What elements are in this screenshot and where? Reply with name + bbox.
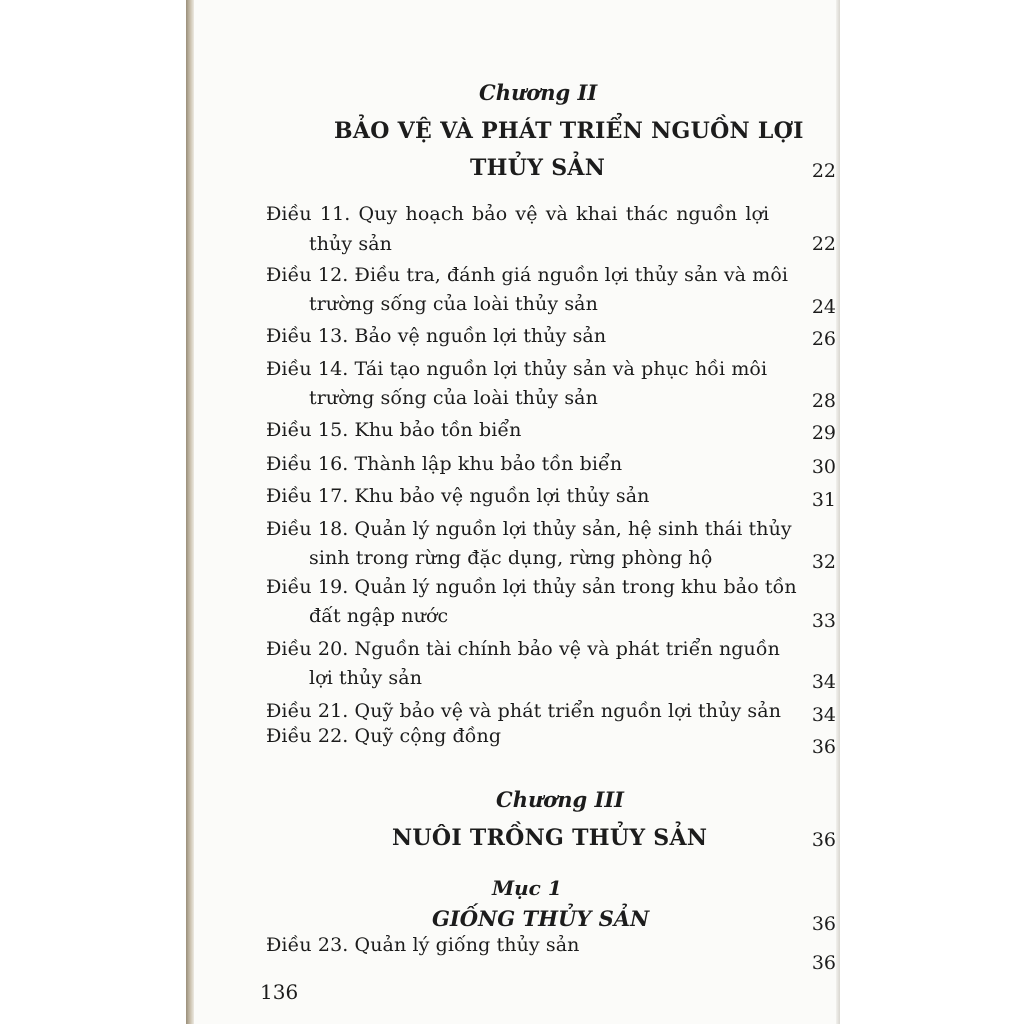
chapter-2-page: 22 [811,160,836,182]
toc-entry-title: Điều 21. Quỹ bảo vệ và phát triển nguồn lợi thủy sản [266,700,782,722]
chapter-3-title: NUÔI TRỒNG THỦY SẢN [392,825,708,851]
chapter-2-title-line2: THỦY SẢN [470,155,606,181]
toc-entry-continuation: lợi thủy sản [309,667,423,689]
page-number: 136 [260,980,299,1004]
toc-entry-page: 34 [811,671,836,693]
book-spine [186,0,194,1024]
toc-entry-continuation: thủy sản [309,233,392,255]
toc-entry-page: 28 [811,390,836,412]
toc-entry-page: 30 [811,456,836,478]
toc-entry-page: 36 [811,952,836,974]
toc-entry-continuation: trường sống của loài thủy sản [309,387,598,409]
toc-entry-title: Điều 20. Nguồn tài chính bảo vệ và phát triển nguồn [266,638,780,660]
toc-entry-title: Điều 13. Bảo vệ nguồn lợi thủy sản [266,325,607,347]
page-edge [836,0,840,1024]
section-1-page: 36 [811,913,836,935]
toc-entry-title: Điều 23. Quản lý giống thủy sản [266,934,580,956]
toc-entry-continuation: đất ngập nước [309,605,449,627]
toc-entry-page: 29 [811,422,836,444]
section-1-title: GIỐNG THỦY SẢN [432,906,650,931]
toc-entry-title: Điều 16. Thành lập khu bảo tồn biển [266,453,623,475]
chapter-2-title-line1: BẢO VỆ VÀ PHÁT TRIỂN NGUỒN LỢI [334,118,804,144]
table-of-contents-page [194,0,836,1024]
toc-entry-title: Điều 22. Quỹ cộng đồng [266,725,502,747]
toc-entry-page: 26 [811,328,836,350]
toc-entry-title: Điều 18. Quản lý nguồn lợi thủy sản, hệ sinh thái thủy [266,518,792,540]
toc-entry-title: Điều 14. Tái tạo nguồn lợi thủy sản và phục hồi môi [266,358,768,380]
toc-entry-title: Điều 12. Điều tra, đánh giá nguồn lợi thủy sản và môi [266,264,789,286]
toc-entry-page: 24 [811,296,836,318]
toc-entry-page: 36 [811,736,836,758]
chapter-2-label: Chương II [479,80,598,105]
toc-entry-title: Điều 17. Khu bảo vệ nguồn lợi thủy sản [266,485,650,507]
toc-entry-continuation: sinh trong rừng đặc dụng, rừng phòng hộ [309,547,713,569]
toc-entry-continuation: trường sống của loài thủy sản [309,293,598,315]
toc-entry-page: 34 [811,704,836,726]
chapter-3-page: 36 [811,829,836,851]
toc-entry-title: Điều 19. Quản lý nguồn lợi thủy sản trong khu bảo tồn [266,576,797,598]
toc-entry-title: Điều 11. Quy hoạch bảo vệ và khai thác nguồn lợi [266,203,770,225]
toc-entry-page: 22 [811,233,836,255]
toc-entry-page: 33 [811,610,836,632]
chapter-3-label: Chương III [496,787,624,812]
toc-entry-title: Điều 15. Khu bảo tồn biển [266,419,522,441]
toc-entry-page: 31 [811,489,836,511]
section-1-label: Mục 1 [492,876,562,900]
toc-entry-page: 32 [811,551,836,573]
